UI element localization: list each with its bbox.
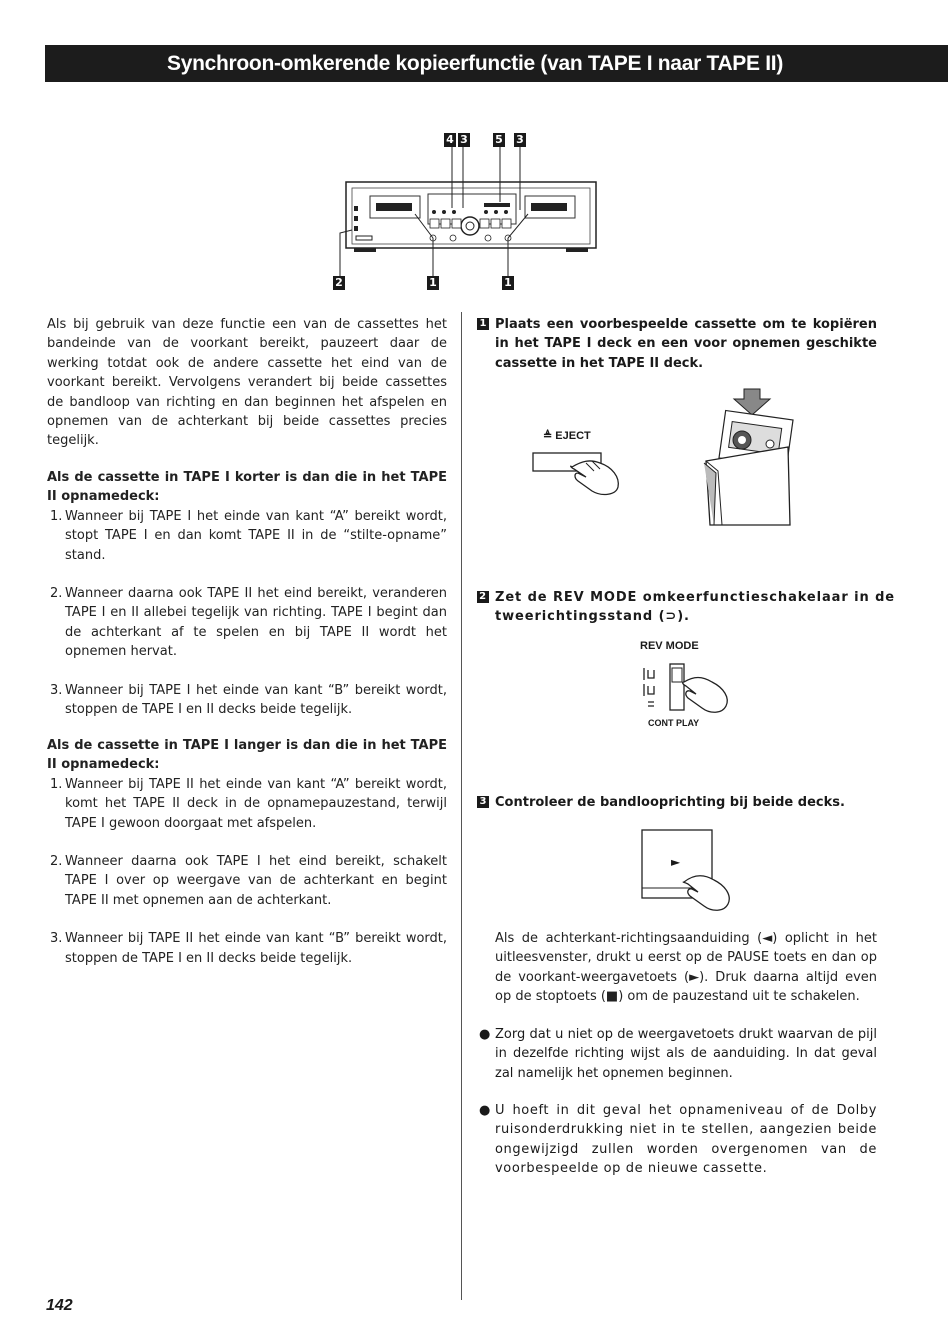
section-longer [47,736,447,968]
rev-mode-label: REV MODE [640,640,699,652]
eject-button-illustration [530,445,630,500]
list-item: 1. Wanneer bij TAPE I het einde van kant “A” bereikt wordt, stopt TAPE I en dan komt TAPE II in de “stilte-opname” stand. [50,508,447,563]
list-item: 1. Wanneer bij TAPE II het einde van kant “A” bereikt wordt, komt het TAPE II deck in de opnamepauzestand, terwijl TAPE I gewoon doorgaat met afspelen. [50,776,447,831]
cont-play-label: CONT PLAY [648,718,700,728]
play-icon: ► [671,855,681,869]
section-heading: Als de cassette in TAPE I korter is dan die in het TAPE II opnamedeck: [47,470,447,505]
step-3-note: Als de achterkant-richtingsaanduiding (◄) oplicht in het uitleesvenster, drukt u eerst op de PAUSE toets en dan op de voorkant-weergavetoets (►). Druk daarna altijd even op de stoptoets (■) om de pauzestand uit te schakelen. [495,931,877,1005]
callout-1: 1 [502,276,514,290]
step-2-heading: 2 Zet de REV MODE omkeerfunctieschakelaar in de tweerichtingsstand (⊃). [477,588,895,627]
step-3-heading: 3 Controleer de bandlooprichting bij beide decks. [477,793,895,812]
callout-3: 3 [458,133,470,147]
column-divider [461,312,462,1300]
page-number: 142 [46,1297,73,1314]
step-number: 2 [477,591,489,603]
callout-2: 2 [333,276,345,290]
step-number: 3 [477,796,489,808]
callout-5: 5 [493,133,505,147]
cassette-deck-figure [330,130,620,295]
section-shorter [47,468,447,719]
rev-mode-switch-illustration [640,656,740,718]
step-number: 1 [477,318,489,330]
bullet-icon: ● [479,1027,491,1042]
list-item: 2. Wanneer daarna ook TAPE I het eind bereikt, schakelt TAPE I over op weergave van de achterkant en begint TAPE II met opnemen aan de achterkant. [50,854,447,908]
bullet-icon: ● [479,1103,491,1118]
page-title: Synchroon-omkerende kopieerfunctie (van TAPE I naar TAPE II) [45,45,948,82]
callout-1: 1 [427,276,439,290]
list-item: 3. Wanneer bij TAPE II het einde van kant “B” bereikt wordt, stoppen de TAPE I en II decks beide tegelijk. [50,931,447,966]
bullet-item: ● Zorg dat u niet op de weergavetoets drukt waarvan de pijl in dezelfde richting wijst als de aanduiding. In dat geval zal namelijk het opnemen beginnen. [479,1027,877,1081]
eject-label: ≜ EJECT [543,430,591,442]
section-heading: Als de cassette in TAPE I langer is dan die in het TAPE II opnamedeck: [47,738,447,773]
intro-paragraph: Als bij gebruik van deze functie een van de cassettes het bandeinde van de voorkant bereikt, pauzeert daar de werking totdat ook de andere cassette het eind van de voorkant bereikt. Vervolgens verandert bij beide cassettes de bandloop van richting en dan beginnen het afspelen en opnemen van de achterkant bij beide cassettes precies tegelijk. [47,317,447,449]
callout-4: 4 [444,133,456,147]
list-item: 2. Wanneer daarna ook TAPE II het eind bereikt, veranderen TAPE I en II allebei tegelijk van richting. TAPE I begint dan de achterkant af te spelen en bij TAPE II wordt het opnemen hervat. [50,586,447,660]
play-button-illustration [640,828,740,914]
list-item: 3. Wanneer bij TAPE I het einde van kant “B” bereikt wordt, stoppen de TAPE I en II decks beide tegelijk. [50,682,447,718]
step-1-heading: 1 Plaats een voorbespeelde cassette om te kopiëren in het TAPE I deck en een voor opnemen geschikte cassette in het TAPE II deck. [477,315,877,373]
bullet-item: ● U hoeft in dit geval het opnameniveau of de Dolby ruisonderdrukking niet in te stellen, aangezien beide ongewijzigd zullen worden overgenomen van de voorbespeelde op de nieuwe cassette. [479,1103,877,1177]
cassette-insert-illustration [700,385,800,533]
callout-3: 3 [514,133,526,147]
